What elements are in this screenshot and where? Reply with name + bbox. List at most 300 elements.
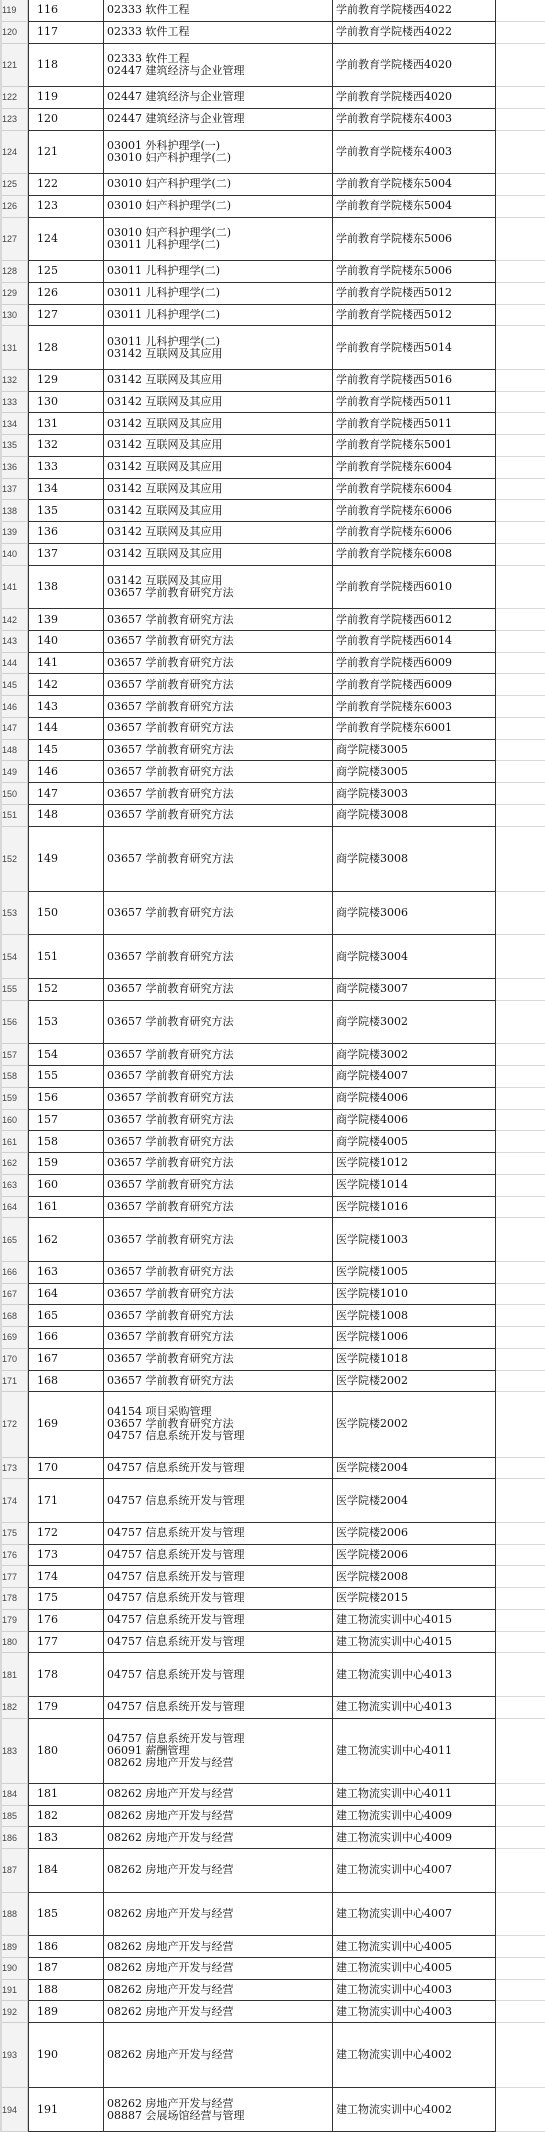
row-header-number[interactable]: 158 <box>0 1066 28 1088</box>
seq-number-cell[interactable]: 166 <box>28 1327 104 1349</box>
table-row[interactable] <box>0 1849 545 1893</box>
table-row[interactable] <box>0 1262 545 1284</box>
room-cell[interactable]: 学前教育学院楼东6003 <box>333 696 496 718</box>
room-cell[interactable]: 建工物流实训中心4003 <box>333 1980 496 2002</box>
seq-number-cell[interactable]: 116 <box>28 0 104 22</box>
room-cell[interactable]: 建工物流实训中心4007 <box>333 1893 496 1937</box>
table-row[interactable] <box>0 805 545 827</box>
table-row[interactable] <box>0 1110 545 1132</box>
table-row[interactable] <box>0 1066 545 1088</box>
room-cell[interactable]: 学前教育学院楼西5014 <box>333 326 496 370</box>
empty-cell[interactable] <box>496 435 545 457</box>
table-row[interactable] <box>0 653 545 675</box>
row-header-number[interactable]: 144 <box>0 653 28 675</box>
seq-number-cell[interactable]: 131 <box>28 413 104 435</box>
empty-cell[interactable] <box>496 1958 545 1980</box>
row-header-number[interactable]: 192 <box>0 2001 28 2023</box>
empty-cell[interactable] <box>496 457 545 479</box>
row-header-number[interactable]: 126 <box>0 196 28 218</box>
empty-cell[interactable] <box>496 218 545 262</box>
seq-number-cell[interactable]: 152 <box>28 979 104 1001</box>
row-header-number[interactable]: 124 <box>0 131 28 175</box>
room-cell[interactable]: 医学院楼2002 <box>333 1371 496 1393</box>
seq-number-cell[interactable]: 137 <box>28 544 104 566</box>
seq-number-cell[interactable]: 123 <box>28 196 104 218</box>
course-cell[interactable]: 03657 学前教育研究方法 <box>104 1088 333 1110</box>
empty-cell[interactable] <box>496 609 545 631</box>
seq-number-cell[interactable]: 158 <box>28 1131 104 1153</box>
row-header-number[interactable]: 172 <box>0 1392 28 1457</box>
table-row[interactable] <box>0 2088 545 2132</box>
seq-number-cell[interactable]: 148 <box>28 805 104 827</box>
table-row[interactable] <box>0 1545 545 1567</box>
table-row[interactable] <box>0 1349 545 1371</box>
room-cell[interactable]: 医学院楼2006 <box>333 1545 496 1567</box>
seq-number-cell[interactable]: 140 <box>28 631 104 653</box>
seq-number-cell[interactable]: 167 <box>28 1349 104 1371</box>
room-cell[interactable]: 商学院楼3007 <box>333 979 496 1001</box>
room-cell[interactable]: 商学院楼3002 <box>333 1044 496 1066</box>
room-cell[interactable]: 学前教育学院楼西4022 <box>333 22 496 44</box>
seq-number-cell[interactable]: 161 <box>28 1197 104 1219</box>
empty-cell[interactable] <box>496 326 545 370</box>
seq-number-cell[interactable]: 176 <box>28 1610 104 1632</box>
row-header-number[interactable]: 178 <box>0 1588 28 1610</box>
seq-number-cell[interactable]: 175 <box>28 1588 104 1610</box>
course-cell[interactable]: 03657 学前教育研究方法 <box>104 761 333 783</box>
table-row[interactable] <box>0 631 545 653</box>
course-cell[interactable]: 03657 学前教育研究方法 <box>104 1044 333 1066</box>
table-row[interactable] <box>0 827 545 892</box>
table-row[interactable] <box>0 370 545 392</box>
table-row[interactable] <box>0 1980 545 2002</box>
course-cell[interactable]: 04757 信息系统开发与管理 <box>104 1588 333 1610</box>
row-header-number[interactable]: 174 <box>0 1479 28 1523</box>
empty-cell[interactable] <box>496 1044 545 1066</box>
row-header-number[interactable]: 154 <box>0 935 28 979</box>
row-header-number[interactable]: 167 <box>0 1284 28 1306</box>
room-cell[interactable]: 建工物流实训中心4011 <box>333 1719 496 1784</box>
row-header-number[interactable]: 153 <box>0 892 28 936</box>
table-row[interactable] <box>0 305 545 327</box>
course-cell[interactable]: 04757 信息系统开发与管理 <box>104 1545 333 1567</box>
row-header-number[interactable]: 142 <box>0 609 28 631</box>
room-cell[interactable]: 医学院楼1005 <box>333 1262 496 1284</box>
empty-cell[interactable] <box>496 1284 545 1306</box>
course-cell[interactable]: 03142 互联网及其应用 <box>104 500 333 522</box>
row-header-number[interactable]: 187 <box>0 1849 28 1893</box>
room-cell[interactable]: 医学院楼1014 <box>333 1175 496 1197</box>
course-cell[interactable]: 03657 学前教育研究方法 <box>104 1066 333 1088</box>
seq-number-cell[interactable]: 190 <box>28 2023 104 2088</box>
empty-cell[interactable] <box>496 413 545 435</box>
empty-cell[interactable] <box>496 305 545 327</box>
table-row[interactable] <box>0 1697 545 1719</box>
room-cell[interactable]: 医学院楼1012 <box>333 1153 496 1175</box>
room-cell[interactable]: 医学院楼2015 <box>333 1588 496 1610</box>
row-header-number[interactable]: 193 <box>0 2023 28 2088</box>
table-row[interactable] <box>0 761 545 783</box>
empty-cell[interactable] <box>496 1479 545 1523</box>
table-row[interactable] <box>0 479 545 501</box>
seq-number-cell[interactable]: 153 <box>28 1001 104 1045</box>
course-cell[interactable]: 02333 软件工程 02447 建筑经济与企业管理 <box>104 44 333 88</box>
room-cell[interactable]: 建工物流实训中心4007 <box>333 1849 496 1893</box>
room-cell[interactable]: 学前教育学院楼西5016 <box>333 370 496 392</box>
seq-number-cell[interactable]: 168 <box>28 1371 104 1393</box>
seq-number-cell[interactable]: 139 <box>28 609 104 631</box>
course-cell[interactable]: 08262 房地产开发与经营 <box>104 1784 333 1806</box>
course-cell[interactable]: 03657 学前教育研究方法 <box>104 1153 333 1175</box>
room-cell[interactable]: 学前教育学院楼东4003 <box>333 109 496 131</box>
empty-cell[interactable] <box>496 544 545 566</box>
table-row[interactable] <box>0 1784 545 1806</box>
room-cell[interactable]: 医学院楼2002 <box>333 1392 496 1457</box>
empty-cell[interactable] <box>496 1784 545 1806</box>
row-header-number[interactable]: 130 <box>0 305 28 327</box>
room-cell[interactable]: 学前教育学院楼东6006 <box>333 500 496 522</box>
row-header-number[interactable]: 128 <box>0 261 28 283</box>
course-cell[interactable]: 08262 房地产开发与经营 <box>104 1958 333 1980</box>
row-header-number[interactable]: 163 <box>0 1175 28 1197</box>
seq-number-cell[interactable]: 136 <box>28 522 104 544</box>
seq-number-cell[interactable]: 173 <box>28 1545 104 1567</box>
table-row[interactable] <box>0 2001 545 2023</box>
row-header-number[interactable]: 147 <box>0 718 28 740</box>
course-cell[interactable]: 03001 外科护理学(一) 03010 妇产科护理学(二) <box>104 131 333 175</box>
row-header-number[interactable]: 135 <box>0 435 28 457</box>
course-cell[interactable]: 03657 学前教育研究方法 <box>104 783 333 805</box>
empty-cell[interactable] <box>496 522 545 544</box>
row-header-number[interactable]: 189 <box>0 1936 28 1958</box>
seq-number-cell[interactable]: 172 <box>28 1523 104 1545</box>
course-cell[interactable]: 04154 项目采购管理 03657 学前教育研究方法 04757 信息系统开发与管理 <box>104 1392 333 1457</box>
row-header-number[interactable]: 186 <box>0 1827 28 1849</box>
seq-number-cell[interactable]: 124 <box>28 218 104 262</box>
room-cell[interactable]: 学前教育学院楼西4022 <box>333 0 496 22</box>
room-cell[interactable]: 学前教育学院楼西5011 <box>333 392 496 414</box>
row-header-number[interactable]: 151 <box>0 805 28 827</box>
seq-number-cell[interactable]: 128 <box>28 326 104 370</box>
row-header-number[interactable]: 173 <box>0 1458 28 1480</box>
room-cell[interactable]: 商学院楼3008 <box>333 805 496 827</box>
table-row[interactable] <box>0 979 545 1001</box>
seq-number-cell[interactable]: 186 <box>28 1936 104 1958</box>
table-row[interactable] <box>0 935 545 979</box>
room-cell[interactable]: 建工物流实训中心4009 <box>333 1806 496 1828</box>
room-cell[interactable]: 学前教育学院楼西6012 <box>333 609 496 631</box>
row-header-number[interactable]: 125 <box>0 174 28 196</box>
table-row[interactable] <box>0 718 545 740</box>
course-cell[interactable]: 03657 学前教育研究方法 <box>104 935 333 979</box>
row-header-number[interactable]: 155 <box>0 979 28 1001</box>
room-cell[interactable]: 学前教育学院楼西4020 <box>333 44 496 88</box>
room-cell[interactable]: 建工物流实训中心4013 <box>333 1697 496 1719</box>
course-cell[interactable]: 08262 房地产开发与经营 <box>104 1849 333 1893</box>
row-header-number[interactable]: 180 <box>0 1632 28 1654</box>
table-row[interactable] <box>0 413 545 435</box>
course-cell[interactable]: 03657 学前教育研究方法 <box>104 718 333 740</box>
row-header-number[interactable]: 141 <box>0 566 28 610</box>
table-row[interactable] <box>0 1175 545 1197</box>
room-cell[interactable]: 建工物流实训中心4009 <box>333 1827 496 1849</box>
empty-cell[interactable] <box>496 1153 545 1175</box>
row-header-number[interactable]: 129 <box>0 283 28 305</box>
seq-number-cell[interactable]: 180 <box>28 1719 104 1784</box>
empty-cell[interactable] <box>496 1218 545 1262</box>
table-row[interactable] <box>0 1588 545 1610</box>
seq-number-cell[interactable]: 145 <box>28 740 104 762</box>
course-cell[interactable]: 03010 妇产科护理学(二) <box>104 174 333 196</box>
row-header-number[interactable]: 188 <box>0 1893 28 1937</box>
table-row[interactable] <box>0 1827 545 1849</box>
seq-number-cell[interactable]: 127 <box>28 305 104 327</box>
row-header-number[interactable]: 122 <box>0 87 28 109</box>
empty-cell[interactable] <box>496 479 545 501</box>
table-row[interactable] <box>0 1632 545 1654</box>
course-cell[interactable]: 03657 学前教育研究方法 <box>104 805 333 827</box>
empty-cell[interactable] <box>496 1066 545 1088</box>
row-header-number[interactable]: 139 <box>0 522 28 544</box>
row-header-number[interactable]: 165 <box>0 1218 28 1262</box>
course-cell[interactable]: 03657 学前教育研究方法 <box>104 1131 333 1153</box>
room-cell[interactable]: 学前教育学院楼东5004 <box>333 196 496 218</box>
empty-cell[interactable] <box>496 631 545 653</box>
row-header-number[interactable]: 175 <box>0 1523 28 1545</box>
course-cell[interactable]: 03657 学前教育研究方法 <box>104 827 333 892</box>
room-cell[interactable]: 学前教育学院楼西5011 <box>333 413 496 435</box>
empty-cell[interactable] <box>496 2023 545 2088</box>
empty-cell[interactable] <box>496 1371 545 1393</box>
course-cell[interactable]: 03657 学前教育研究方法 <box>104 1001 333 1045</box>
course-cell[interactable]: 03142 互联网及其应用 03657 学前教育研究方法 <box>104 566 333 610</box>
table-row[interactable] <box>0 1305 545 1327</box>
seq-number-cell[interactable]: 189 <box>28 2001 104 2023</box>
course-cell[interactable]: 03657 学前教育研究方法 <box>104 653 333 675</box>
seq-number-cell[interactable]: 157 <box>28 1110 104 1132</box>
row-header-number[interactable]: 181 <box>0 1653 28 1697</box>
course-cell[interactable]: 02333 软件工程 <box>104 0 333 22</box>
table-row[interactable] <box>0 1806 545 1828</box>
row-header-number[interactable]: 160 <box>0 1110 28 1132</box>
table-row[interactable] <box>0 522 545 544</box>
seq-number-cell[interactable]: 159 <box>28 1153 104 1175</box>
room-cell[interactable]: 学前教育学院楼西5012 <box>333 283 496 305</box>
seq-number-cell[interactable]: 178 <box>28 1653 104 1697</box>
seq-number-cell[interactable]: 144 <box>28 718 104 740</box>
room-cell[interactable]: 学前教育学院楼东5006 <box>333 261 496 283</box>
row-header-number[interactable]: 136 <box>0 457 28 479</box>
room-cell[interactable]: 商学院楼3008 <box>333 827 496 892</box>
table-row[interactable] <box>0 1197 545 1219</box>
seq-number-cell[interactable]: 150 <box>28 892 104 936</box>
seq-number-cell[interactable]: 147 <box>28 783 104 805</box>
course-cell[interactable]: 02447 建筑经济与企业管理 <box>104 87 333 109</box>
table-row[interactable] <box>0 566 545 610</box>
row-header-number[interactable]: 131 <box>0 326 28 370</box>
room-cell[interactable]: 学前教育学院楼东6004 <box>333 479 496 501</box>
course-cell[interactable]: 04757 信息系统开发与管理 <box>104 1458 333 1480</box>
course-cell[interactable]: 03011 儿科护理学(二) 03142 互联网及其应用 <box>104 326 333 370</box>
room-cell[interactable]: 商学院楼4005 <box>333 1131 496 1153</box>
course-cell[interactable]: 08262 房地产开发与经营 <box>104 1980 333 2002</box>
room-cell[interactable]: 学前教育学院楼东5004 <box>333 174 496 196</box>
row-header-number[interactable]: 121 <box>0 44 28 88</box>
seq-number-cell[interactable]: 160 <box>28 1175 104 1197</box>
table-row[interactable] <box>0 0 545 22</box>
row-header-number[interactable]: 171 <box>0 1371 28 1393</box>
row-header-number[interactable]: 157 <box>0 1044 28 1066</box>
table-row[interactable] <box>0 1893 545 1937</box>
table-row[interactable] <box>0 1936 545 1958</box>
row-header-number[interactable]: 150 <box>0 783 28 805</box>
seq-number-cell[interactable]: 135 <box>28 500 104 522</box>
seq-number-cell[interactable]: 119 <box>28 87 104 109</box>
row-header-number[interactable]: 143 <box>0 631 28 653</box>
room-cell[interactable]: 学前教育学院楼西4020 <box>333 87 496 109</box>
empty-cell[interactable] <box>496 109 545 131</box>
table-row[interactable] <box>0 740 545 762</box>
room-cell[interactable]: 医学院楼1006 <box>333 1327 496 1349</box>
row-header-number[interactable]: 179 <box>0 1610 28 1632</box>
course-cell[interactable]: 03657 学前教育研究方法 <box>104 1284 333 1306</box>
row-header-number[interactable]: 120 <box>0 22 28 44</box>
course-cell[interactable]: 03657 学前教育研究方法 <box>104 1175 333 1197</box>
room-cell[interactable]: 建工物流实训中心4002 <box>333 2088 496 2132</box>
empty-cell[interactable] <box>496 2088 545 2132</box>
seq-number-cell[interactable]: 191 <box>28 2088 104 2132</box>
empty-cell[interactable] <box>496 935 545 979</box>
table-row[interactable] <box>0 435 545 457</box>
row-header-number[interactable]: 162 <box>0 1153 28 1175</box>
table-row[interactable] <box>0 218 545 262</box>
empty-cell[interactable] <box>496 783 545 805</box>
row-header-number[interactable]: 127 <box>0 218 28 262</box>
empty-cell[interactable] <box>496 196 545 218</box>
row-header-number[interactable]: 194 <box>0 2088 28 2132</box>
seq-number-cell[interactable]: 179 <box>28 1697 104 1719</box>
course-cell[interactable]: 03011 儿科护理学(二) <box>104 283 333 305</box>
row-header-number[interactable]: 191 <box>0 1980 28 2002</box>
empty-cell[interactable] <box>496 761 545 783</box>
room-cell[interactable]: 建工物流实训中心4013 <box>333 1653 496 1697</box>
course-cell[interactable]: 03011 儿科护理学(二) <box>104 305 333 327</box>
seq-number-cell[interactable]: 154 <box>28 1044 104 1066</box>
table-row[interactable] <box>0 22 545 44</box>
row-header-number[interactable]: 152 <box>0 827 28 892</box>
room-cell[interactable]: 医学院楼2008 <box>333 1566 496 1588</box>
empty-cell[interactable] <box>496 1349 545 1371</box>
table-row[interactable] <box>0 326 545 370</box>
course-cell[interactable]: 03657 学前教育研究方法 <box>104 1197 333 1219</box>
table-row[interactable] <box>0 1719 545 1784</box>
empty-cell[interactable] <box>496 566 545 610</box>
row-header-number[interactable]: 184 <box>0 1784 28 1806</box>
row-header-number[interactable]: 119 <box>0 0 28 22</box>
seq-number-cell[interactable]: 120 <box>28 109 104 131</box>
row-header-number[interactable]: 185 <box>0 1806 28 1828</box>
seq-number-cell[interactable]: 182 <box>28 1806 104 1828</box>
course-cell[interactable]: 02447 建筑经济与企业管理 <box>104 109 333 131</box>
seq-number-cell[interactable]: 155 <box>28 1066 104 1088</box>
room-cell[interactable]: 建工物流实训中心4015 <box>333 1610 496 1632</box>
table-row[interactable] <box>0 1392 545 1457</box>
table-row[interactable] <box>0 544 545 566</box>
empty-cell[interactable] <box>496 1719 545 1784</box>
row-header-number[interactable]: 148 <box>0 740 28 762</box>
course-cell[interactable]: 03657 学前教育研究方法 <box>104 892 333 936</box>
empty-cell[interactable] <box>496 1632 545 1654</box>
table-row[interactable] <box>0 1001 545 1045</box>
row-header-number[interactable]: 137 <box>0 479 28 501</box>
course-cell[interactable]: 03657 学前教育研究方法 <box>104 979 333 1001</box>
course-cell[interactable]: 03657 学前教育研究方法 <box>104 609 333 631</box>
course-cell[interactable]: 08262 房地产开发与经营 08887 会展场馆经营与管理 <box>104 2088 333 2132</box>
room-cell[interactable]: 建工物流实训中心4002 <box>333 2023 496 2088</box>
row-header-number[interactable]: 164 <box>0 1197 28 1219</box>
seq-number-cell[interactable]: 132 <box>28 435 104 457</box>
seq-number-cell[interactable]: 146 <box>28 761 104 783</box>
table-row[interactable] <box>0 1458 545 1480</box>
empty-cell[interactable] <box>496 805 545 827</box>
seq-number-cell[interactable]: 174 <box>28 1566 104 1588</box>
room-cell[interactable]: 学前教育学院楼东5001 <box>333 435 496 457</box>
seq-number-cell[interactable]: 169 <box>28 1392 104 1457</box>
course-cell[interactable]: 03011 儿科护理学(二) <box>104 261 333 283</box>
seq-number-cell[interactable]: 141 <box>28 653 104 675</box>
course-cell[interactable]: 03657 学前教育研究方法 <box>104 696 333 718</box>
table-row[interactable] <box>0 696 545 718</box>
empty-cell[interactable] <box>496 1523 545 1545</box>
room-cell[interactable]: 建工物流实训中心4003 <box>333 2001 496 2023</box>
empty-cell[interactable] <box>496 718 545 740</box>
course-cell[interactable]: 04757 信息系统开发与管理 <box>104 1610 333 1632</box>
seq-number-cell[interactable]: 130 <box>28 392 104 414</box>
seq-number-cell[interactable]: 184 <box>28 1849 104 1893</box>
table-row[interactable] <box>0 609 545 631</box>
row-header-number[interactable]: 168 <box>0 1305 28 1327</box>
row-header-number[interactable]: 149 <box>0 761 28 783</box>
course-cell[interactable]: 03010 妇产科护理学(二) <box>104 196 333 218</box>
empty-cell[interactable] <box>496 1588 545 1610</box>
empty-cell[interactable] <box>496 1131 545 1153</box>
course-cell[interactable]: 03657 学前教育研究方法 <box>104 674 333 696</box>
empty-cell[interactable] <box>496 1610 545 1632</box>
seq-number-cell[interactable]: 129 <box>28 370 104 392</box>
empty-cell[interactable] <box>496 1458 545 1480</box>
table-row[interactable] <box>0 1131 545 1153</box>
room-cell[interactable]: 建工物流实训中心4015 <box>333 1632 496 1654</box>
row-header-number[interactable]: 145 <box>0 674 28 696</box>
room-cell[interactable]: 建工物流实训中心4005 <box>333 1958 496 1980</box>
course-cell[interactable]: 08262 房地产开发与经营 <box>104 1827 333 1849</box>
row-header-number[interactable]: 159 <box>0 1088 28 1110</box>
room-cell[interactable]: 学前教育学院楼东4003 <box>333 131 496 175</box>
empty-cell[interactable] <box>496 1001 545 1045</box>
seq-number-cell[interactable]: 162 <box>28 1218 104 1262</box>
table-row[interactable] <box>0 892 545 936</box>
empty-cell[interactable] <box>496 1827 545 1849</box>
course-cell[interactable]: 03142 互联网及其应用 <box>104 544 333 566</box>
table-row[interactable] <box>0 2023 545 2088</box>
table-row[interactable] <box>0 1088 545 1110</box>
table-row[interactable] <box>0 500 545 522</box>
row-header-number[interactable]: 182 <box>0 1697 28 1719</box>
table-row[interactable] <box>0 1479 545 1523</box>
row-header-number[interactable]: 177 <box>0 1566 28 1588</box>
room-cell[interactable]: 学前教育学院楼西5012 <box>333 305 496 327</box>
course-cell[interactable]: 03657 学前教育研究方法 <box>104 1327 333 1349</box>
